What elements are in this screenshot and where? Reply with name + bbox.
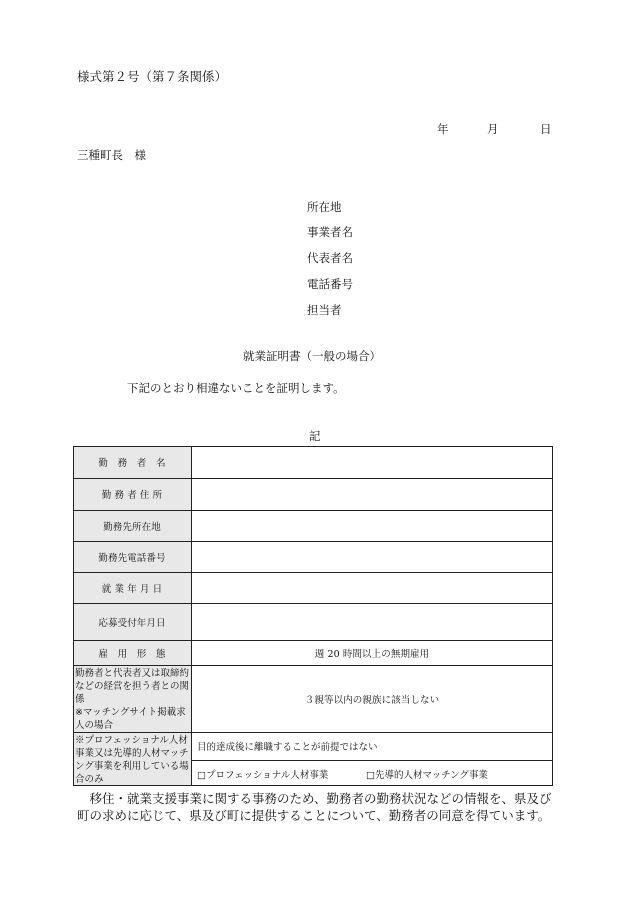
row-label-worker-address: 勤 務 者 住 所 (101, 490, 163, 501)
row-label-worker-name: 勤 務 者 名 (98, 458, 166, 469)
employment-date-value (191, 572, 553, 603)
checkbox-advanced-matching[interactable]: □先導的人材マッチング事業 (366, 770, 488, 781)
workplace-phone-value (191, 541, 553, 572)
field-representative-label: 代表者名 (307, 251, 353, 265)
field-business-name-label: 事業者名 (307, 225, 353, 239)
professional-line1: 目的達成後に離職することが前提ではない (197, 742, 378, 753)
date-year-label: 年 (437, 122, 449, 136)
form-number: 様式第２号（第７条関係） (77, 69, 228, 84)
relationship-value: ３親等以内の親族に該当しない (304, 694, 440, 706)
certificate-table (73, 446, 553, 786)
row-label-relationship: 勤務者と代表者又は取締約などの経営を担う者との関係 ※マッチングサイト掲載求人の場合 (75, 668, 190, 731)
row-label-employment-type: 雇 用 形 態 (98, 648, 166, 660)
intro-statement: 下記のとおり相違ないことを証明します。 (127, 381, 345, 395)
worker-name-value (191, 446, 553, 478)
row-label-professional: ※プロフェッショナル人材事業又は先導的人材マッチング事業を利用している場合のみ (75, 735, 189, 785)
ki-heading: 記 (309, 429, 321, 443)
row-label-workplace-phone: 勤務先電話番号 (98, 552, 166, 564)
date-month-label: 月 (487, 122, 499, 136)
document-title: 就業証明書（一般の場合） (243, 349, 381, 363)
employment-type-value: 週 20 時間以上の無期雇用 (314, 648, 430, 660)
addressee: 三種町長 様 (77, 148, 146, 162)
workplace-address-value (191, 510, 553, 541)
worker-address-value (191, 478, 553, 510)
row-label-application-date: 応募受付年月日 (98, 617, 166, 629)
row-label-employment-date: 就 業 年 月 日 (101, 583, 163, 595)
date-day-label: 日 (540, 122, 552, 136)
application-date-value (191, 603, 553, 640)
field-address-label: 所在地 (307, 200, 342, 214)
checkbox-professional[interactable]: □プロフェッショナル人材事業 (197, 770, 329, 781)
field-phone-label: 電話番号 (307, 277, 353, 291)
row-label-workplace-address: 勤務先所在地 (103, 521, 161, 533)
consent-statement: 移住・就業支援事業に関する事務のため、勤務者の勤務状況などの情報を、県及び町の求めに応じて、県及び町に提供することについて、勤務者の同意を得ています。 (77, 791, 552, 823)
field-contact-person-label: 担当者 (307, 303, 342, 317)
